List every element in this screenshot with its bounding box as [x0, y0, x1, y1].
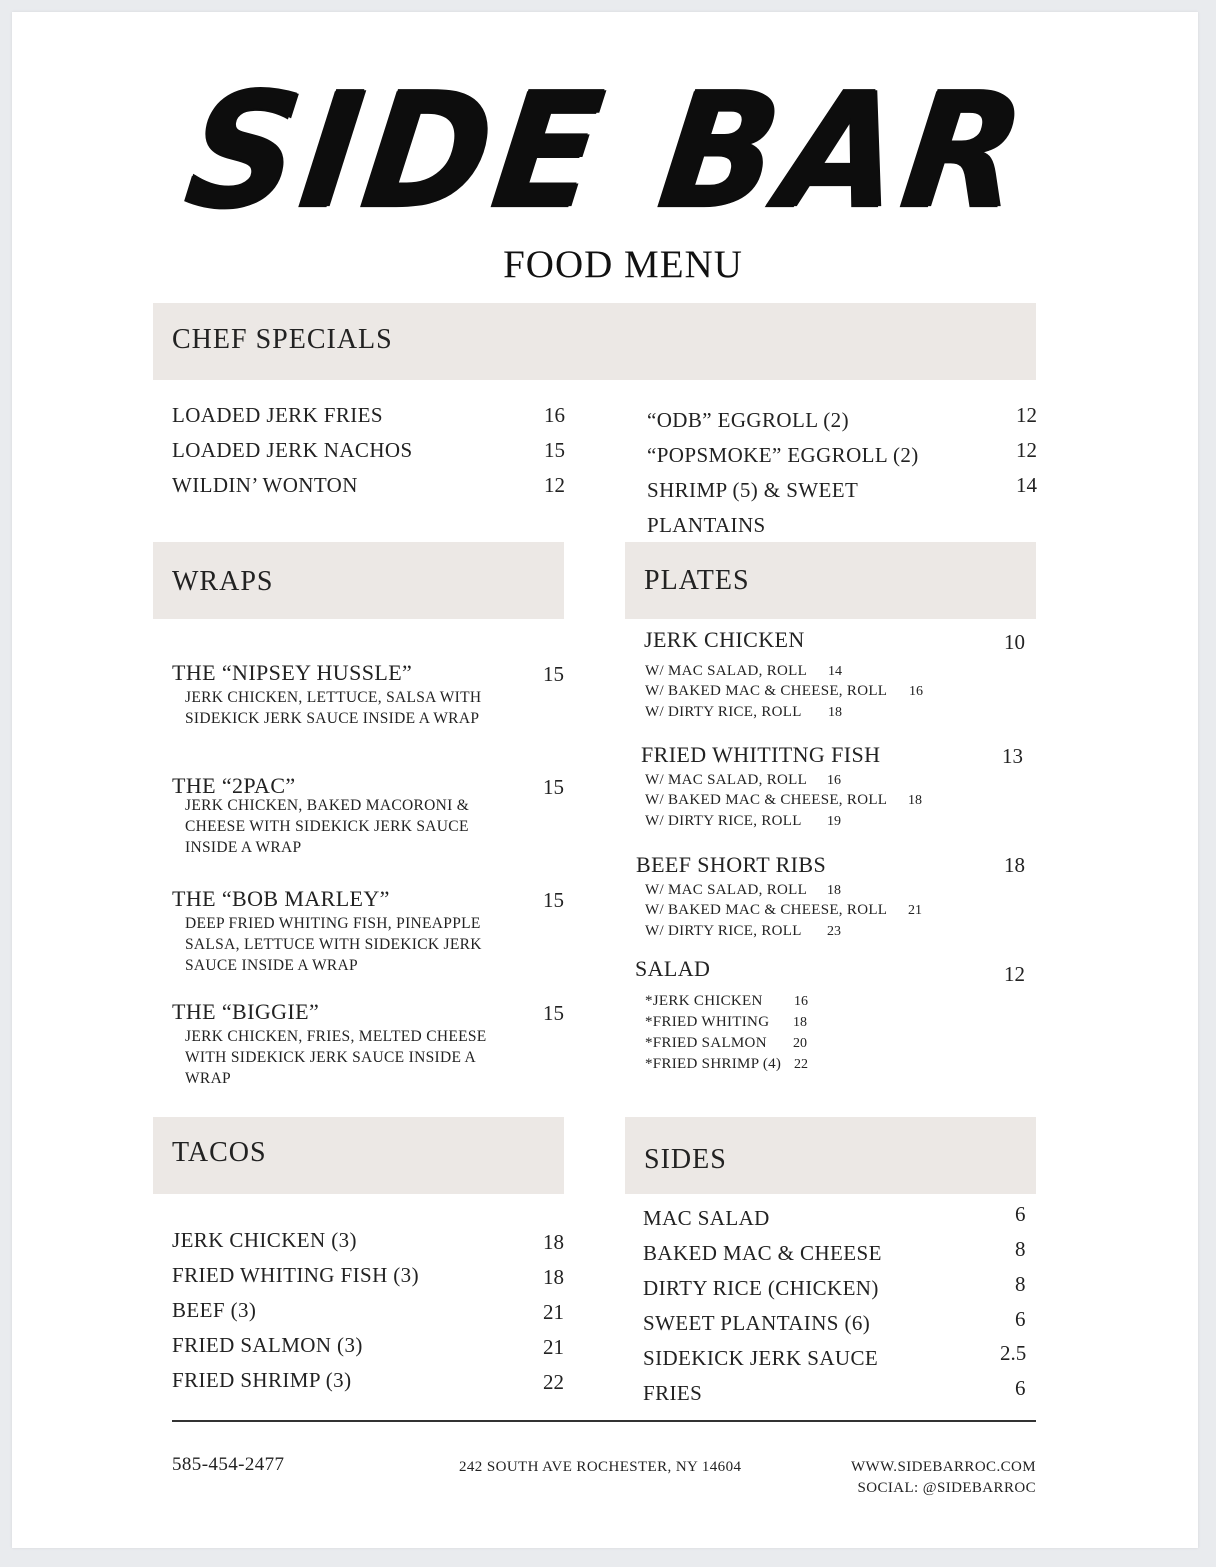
side-price: 6 — [1015, 1307, 1026, 1331]
menu-item-price: 16 — [544, 403, 565, 427]
footer-phone: 585-454-2477 — [172, 1454, 285, 1475]
section-header-tacos — [153, 1117, 564, 1194]
wrap-description: JERK CHICKEN, BAKED MACORONI & CHEESE WITH SIDEKICK JERK SAUCE INSIDE A WRAP — [185, 797, 470, 856]
wrap-description: JERK CHICKEN, LETTUCE, SALSA WITH SIDEKICK JERK SAUCE INSIDE A WRAP — [185, 689, 482, 727]
taco-price: 21 — [543, 1300, 564, 1324]
wrap-description: DEEP FRIED WHITING FISH, PINEAPPLE SALSA, LETTUCE WITH SIDEKICK JERK SAUCE INSIDE A WRAP — [185, 915, 482, 974]
plate-option-price: 19 — [827, 814, 841, 829]
wrap-name: THE “NIPSEY HUSSLE” — [172, 660, 413, 685]
plate-name: BEEF SHORT RIBS — [636, 852, 827, 877]
footer-website: WWW.SIDEBARROC.COM — [851, 1459, 1036, 1475]
salad-option: *FRIED WHITING — [645, 1014, 770, 1030]
side-name: SIDEKICK JERK SAUCE — [643, 1346, 879, 1370]
plate-name: FRIED WHITITNG FISH — [641, 742, 881, 767]
section-header-wraps — [153, 542, 564, 619]
section-title: CHEF SPECIALS — [172, 324, 393, 355]
side-name: SWEET PLANTAINS (6) — [643, 1311, 871, 1335]
plate-option: W/ DIRTY RICE, ROLL — [645, 923, 802, 939]
taco-price: 18 — [543, 1230, 564, 1254]
plate-option-price: 18 — [828, 705, 842, 720]
taco-name: FRIED SALMON (3) — [172, 1333, 363, 1357]
plate-name: JERK CHICKEN — [644, 627, 805, 652]
menu-item-name: LOADED JERK FRIES — [172, 403, 383, 427]
plate-option: W/ BAKED MAC & CHEESE, ROLL — [645, 902, 888, 918]
salad-option: *FRIED SHRIMP (4) — [645, 1056, 782, 1072]
plate-option: W/ MAC SALAD, ROLL — [645, 882, 808, 898]
side-price: 2.5 — [1000, 1341, 1027, 1365]
menu-item-name: “POPSMOKE” EGGROLL (2) — [647, 443, 919, 467]
wrap-name: THE “BIGGIE” — [172, 999, 320, 1024]
salad-option-price: 16 — [794, 994, 808, 1009]
side-price: 8 — [1015, 1272, 1026, 1296]
plate-option-price: 18 — [908, 793, 922, 808]
wrap-price: 15 — [543, 1001, 564, 1025]
salad-option-price: 22 — [794, 1057, 808, 1072]
section-title: SIDES — [644, 1144, 727, 1175]
menu-item-price: 15 — [544, 438, 565, 462]
salad-option: *FRIED SALMON — [645, 1035, 767, 1051]
plate-option: W/ BAKED MAC & CHEESE, ROLL — [645, 683, 888, 699]
plate-price: 12 — [1004, 962, 1025, 986]
taco-price: 18 — [543, 1265, 564, 1289]
wrap-price: 15 — [543, 662, 564, 686]
plate-name: SALAD — [635, 956, 711, 981]
side-price: 6 — [1015, 1202, 1026, 1226]
menu-item-price: 12 — [544, 473, 565, 497]
side-name: BAKED MAC & CHEESE — [643, 1241, 882, 1265]
section-title: PLATES — [644, 565, 750, 596]
plate-option: W/ MAC SALAD, ROLL — [645, 772, 808, 788]
salad-option-price: 18 — [793, 1015, 807, 1030]
side-name: FRIES — [643, 1381, 703, 1405]
taco-name: FRIED SHRIMP (3) — [172, 1368, 352, 1392]
plate-price: 13 — [1002, 744, 1023, 768]
wrap-name: THE “BOB MARLEY” — [172, 886, 390, 911]
section-header-sides — [625, 1117, 1036, 1194]
plate-option-price: 14 — [828, 664, 842, 679]
taco-name: BEEF (3) — [172, 1298, 257, 1322]
salad-option-price: 20 — [793, 1036, 807, 1051]
section-header-chef-specials — [153, 303, 1036, 380]
plate-price: 18 — [1004, 853, 1025, 877]
plate-option: W/ BAKED MAC & CHEESE, ROLL — [645, 792, 888, 808]
footer-divider — [172, 1420, 1036, 1422]
menu-item-price: 14 — [1016, 473, 1037, 497]
menu-item-price: 12 — [1016, 438, 1037, 462]
wrap-name: THE “2PAC” — [172, 773, 296, 798]
plate-option-price: 21 — [908, 903, 922, 918]
section-header-plates — [625, 542, 1036, 619]
menu-item-name-line2: PLANTAINS — [647, 513, 766, 537]
side-name: DIRTY RICE (CHICKEN) — [643, 1276, 879, 1300]
taco-price: 22 — [543, 1370, 564, 1394]
salad-option: *JERK CHICKEN — [645, 993, 763, 1009]
plate-option-price: 23 — [827, 924, 841, 939]
plate-option-price: 16 — [827, 773, 841, 788]
menu-item-name: “ODB” EGGROLL (2) — [647, 408, 849, 432]
menu-item-name: WILDIN’ WONTON — [172, 473, 358, 497]
wrap-price: 15 — [543, 888, 564, 912]
taco-name: FRIED WHITING FISH (3) — [172, 1263, 419, 1287]
plate-option: W/ DIRTY RICE, ROLL — [645, 813, 802, 829]
footer-address: 242 SOUTH AVE ROCHESTER, NY 14604 — [459, 1459, 742, 1475]
menu-subtitle: FOOD MENU — [503, 243, 743, 286]
taco-price: 21 — [543, 1335, 564, 1359]
menu-item-name: SHRIMP (5) & SWEET — [647, 478, 859, 502]
plate-option: W/ DIRTY RICE, ROLL — [645, 704, 802, 720]
plate-option-price: 18 — [827, 883, 841, 898]
menu-item-name: LOADED JERK NACHOS — [172, 438, 413, 462]
section-title: TACOS — [172, 1137, 267, 1168]
side-price: 6 — [1015, 1376, 1026, 1400]
plate-option: W/ MAC SALAD, ROLL — [645, 663, 808, 679]
menu-item-price: 12 — [1016, 403, 1037, 427]
wrap-description: JERK CHICKEN, FRIES, MELTED CHEESE WITH SIDEKICK JERK SAUCE INSIDE A WRAP — [185, 1028, 487, 1087]
footer-social: SOCIAL: @SIDEBARROC — [857, 1480, 1036, 1496]
wrap-price: 15 — [543, 775, 564, 799]
side-price: 8 — [1015, 1237, 1026, 1261]
section-title: WRAPS — [172, 566, 274, 597]
taco-name: JERK CHICKEN (3) — [172, 1228, 357, 1252]
logo-side-bar: SIDE BAR — [177, 58, 1039, 244]
side-name: MAC SALAD — [643, 1206, 770, 1230]
plate-option-price: 16 — [909, 684, 923, 699]
plate-price: 10 — [1004, 630, 1025, 654]
